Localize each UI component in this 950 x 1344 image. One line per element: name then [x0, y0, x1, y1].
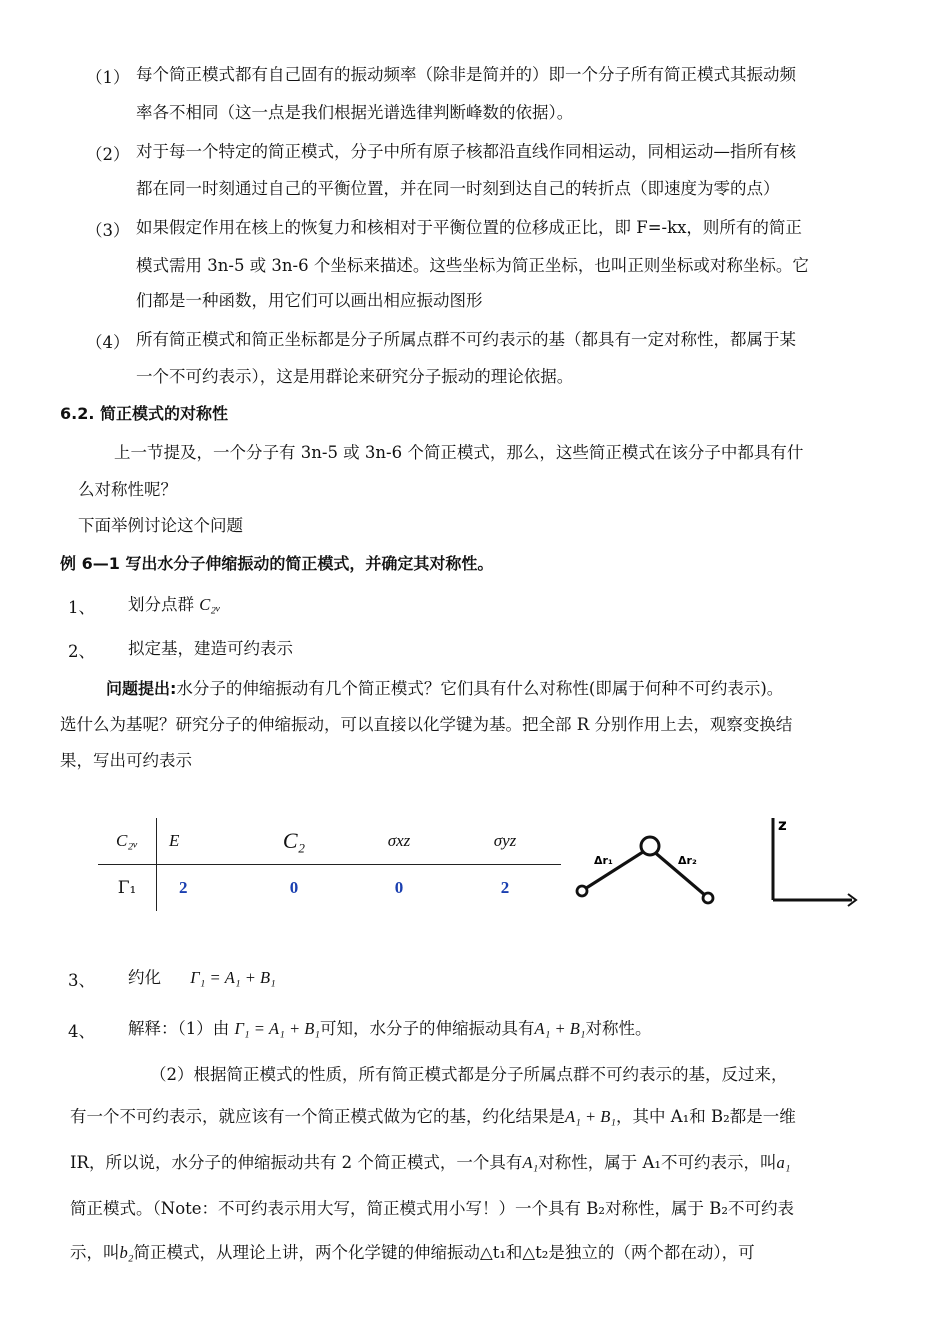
hydrogen-atom-right	[703, 893, 713, 903]
list-item-2-line1: 对于每一个特定的简正模式，分子中所有原子核都沿直线作同相运动，同相运动—指所有核	[136, 142, 796, 161]
list-item-3-line2: 模式需用 3n-5 或 3n-6 个坐标来描述。这些坐标为简正坐标，也叫正则坐标或对称坐标。它	[136, 256, 809, 275]
step-3	[128, 965, 276, 991]
question-line1-text: 水分子的伸缩振动有几个简正模式？它们具有什么对称性(即属于何种不可约表示)。	[176, 679, 784, 698]
explanation-line5	[70, 1240, 755, 1266]
step-4-equation: Γ₁ = A₁ + B₁	[234, 1019, 321, 1038]
step-4	[128, 1016, 652, 1042]
list-item-4-line2: 一个不可约表示），这是用群论来研究分子振动的理论依据。	[136, 367, 574, 386]
step-number-4: 4、	[68, 1022, 95, 1041]
explanation-line3-text: IR，所以说，水分子的伸缩振动共有 2 个简正模式，一个具有	[70, 1153, 523, 1172]
step-3-text: 约化	[128, 968, 161, 987]
explanation-line2-text: 有一个不可约表示，就应该有一个简正模式做为它的基，约化结果是	[70, 1107, 565, 1126]
table-header-e: E	[157, 818, 240, 865]
reduction-equation: Γ₁ = A₁ + B₁	[190, 968, 276, 987]
explanation-line4: 简正模式。（Note：不可约表示用大写，简正模式用小写！）一个具有 B₂对称性，属于 B₂不可约表	[70, 1199, 794, 1218]
step-number-3: 3、	[68, 971, 95, 990]
character-table-header	[98, 818, 561, 865]
question-line2: 选什么为基呢？研究分子的伸缩振动，可以直接以化学键为基。把全部 R 分别作用上去，观察变换结	[60, 715, 793, 734]
oxygen-atom	[641, 837, 659, 855]
question-line3: 果，写出可约表示	[60, 751, 192, 770]
table-header-sigma-xz: σxz	[349, 818, 449, 865]
explanation-line3-math2: a₁	[776, 1153, 791, 1172]
explanation-line5-math: b₂	[119, 1243, 134, 1262]
table-cell: 2	[500, 878, 510, 897]
step-1-text: 划分点群	[128, 595, 194, 614]
step-4-text: 解释：（1）由	[128, 1019, 230, 1038]
question-line1	[106, 676, 783, 702]
question-label: 问题提出:	[106, 679, 177, 698]
step-2-text: 拟定基，建造可约表示	[128, 639, 293, 658]
explanation-line5-text: 示，叫	[70, 1243, 120, 1262]
label-delta-r2: Δr₂	[678, 854, 697, 867]
step-4-text2: 可知，水分子的伸缩振动具有	[320, 1019, 535, 1038]
explanation-line1: （2）根据简正模式的性质，所有简正模式都是分子所属点群不可约表示的基，反过来，	[150, 1065, 788, 1084]
table-cell: 0	[394, 878, 404, 897]
intro-line2: 么对称性呢？	[78, 480, 177, 499]
intro-line1: 上一节提及，一个分子有 3n-5 或 3n-6 个简正模式，那么，这些简正模式在该分子中都具有什	[114, 443, 804, 462]
explanation-line3	[70, 1150, 791, 1176]
list-item-1-line2: 率各不相同（这一点是我们根据光谱选律判断峰数的依据）。	[136, 103, 574, 122]
section-title: 6.2. 简正模式的对称性	[60, 404, 228, 423]
step-1	[128, 592, 221, 618]
list-number-3: （3）	[86, 221, 130, 240]
explanation-line2-math: A₁ + B₁	[565, 1107, 617, 1126]
explanation-line3-tail: 对称性，属于 A₁不可约表示，叫	[538, 1153, 777, 1172]
example-title: 例 6—1 写出水分子伸缩振动的简正模式，并确定其对称性。	[60, 554, 494, 573]
explanation-line2	[70, 1104, 796, 1130]
table-row-label: Γ₁	[98, 865, 157, 912]
point-group-symbol: C₂ᵥ	[199, 595, 221, 614]
list-item-2-line2: 都在同一时刻通过自己的平衡位置，并在同一时刻到达自己的转折点（即速度为零的点）	[136, 179, 780, 198]
step-4-text3: 对称性。	[585, 1019, 652, 1038]
list-item-1-line1: 每个简正模式都有自己固有的振动频率（除非是简并的）即一个分子所有简正模式其振动频	[136, 65, 796, 84]
list-item-3-line1: 如果假定作用在核上的恢复力和核相对于平衡位置的位移成正比，即 F=-kx，则所有的简正	[136, 218, 802, 237]
table-row	[98, 865, 561, 912]
list-number-1: （1）	[86, 68, 130, 87]
table-header-sigma-yz: σyz	[449, 818, 561, 865]
step-number-2: 2、	[68, 642, 95, 661]
z-axis-label: z	[778, 816, 787, 834]
bond-left	[580, 850, 646, 892]
explanation-line3-math: A₁	[522, 1153, 539, 1172]
table-header-c2: C₂	[239, 818, 349, 865]
list-item-3-line3: 们都是一种函数，用它们可以画出相应振动图形	[136, 291, 483, 310]
table-cell: 0	[289, 878, 299, 897]
character-table	[98, 818, 561, 911]
axis-figure	[762, 812, 872, 924]
step-number-1: 1、	[68, 598, 95, 617]
step-4-symmetry: A₁ + B₁	[534, 1019, 586, 1038]
intro-line3: 下面举例讨论这个问题	[78, 516, 243, 535]
list-number-4: （4）	[86, 333, 130, 352]
water-molecule-figure	[568, 828, 728, 920]
list-item-4-line1: 所有简正模式和简正坐标都是分子所属点群不可约表示的基（都具有一定对称性，都属于某	[136, 330, 796, 349]
explanation-line2-tail: ，其中 A₁和 B₂都是一维	[616, 1107, 796, 1126]
explanation-line5-tail: 简正模式，从理论上讲，两个化学键的伸缩振动△t₁和△t₂是独立的（两个都在动），可	[133, 1243, 755, 1262]
table-header-group: C₂ᵥ	[98, 818, 157, 865]
table-cell: 2	[179, 878, 188, 897]
label-delta-r1: Δr₁	[594, 854, 613, 867]
list-number-2: （2）	[86, 145, 130, 164]
hydrogen-atom-left	[577, 886, 587, 896]
